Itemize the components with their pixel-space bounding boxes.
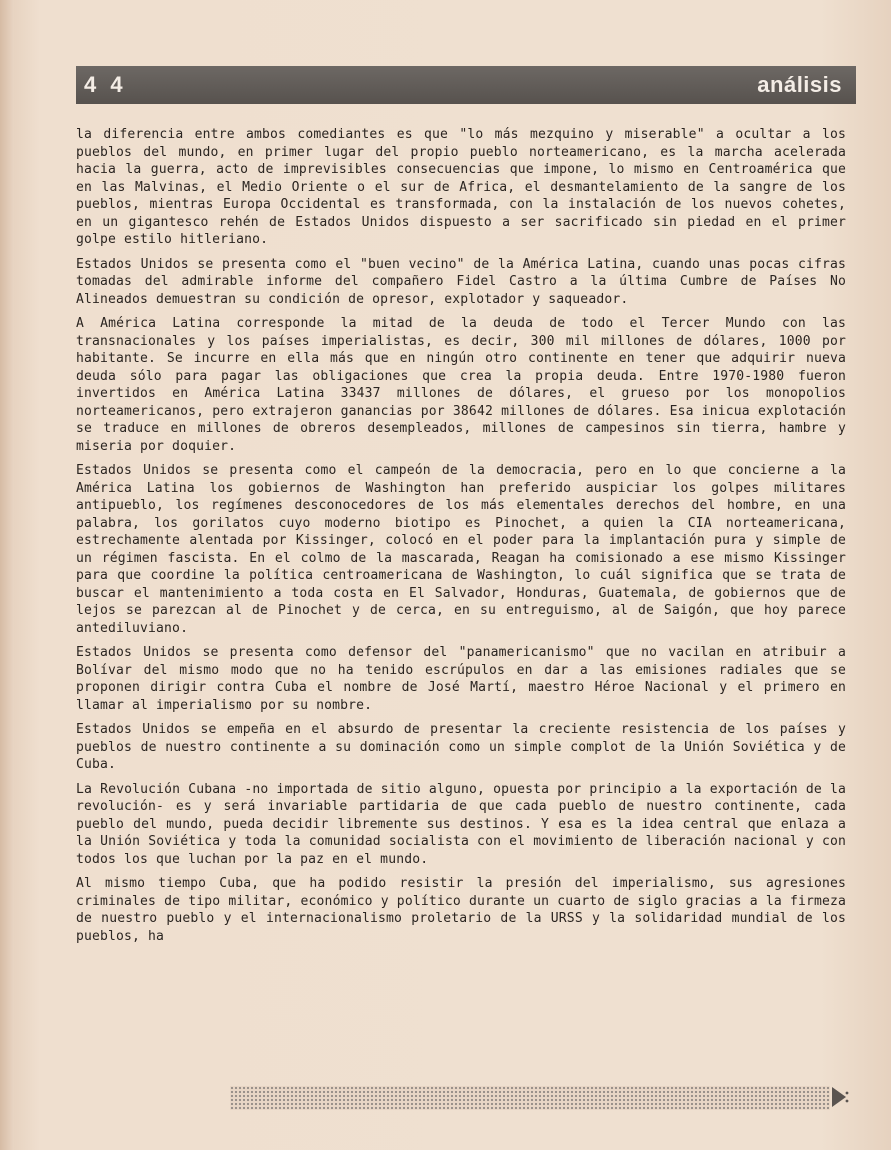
paragraph: la diferencia entre ambos comediantes es que "lo más mezquino y miserable" a ocultar a los pueblos del mundo, en primer lugar del propio pueblo norteamericano, es la marcha acelerada hacia la guerra, acto de imprevisibles consecuencias que impone, lo mismo en Centroamérica que en las Malvinas, el Medio Oriente o el sur de Africa, el desmantelamiento de la sangre de los pueblos, mientras Europa Occidental es transformada, con la instalación de los nuevos cohetes, en un gigantesco rehén de Estados Unidos dispuesto a ser sacrificado sin piedad en el primer golpe estilo hitleriano. [76, 127, 846, 247]
paragraph: Al mismo tiempo Cuba, que ha podido resistir la presión del imperialismo, sus agresiones criminales de tipo militar, económico y político durante un cuarto de siglo gracias a la firmeza de nuestro pueblo y el internacionalismo proletario de la URSS y la solidaridad mundial de los pueblos, ha [76, 876, 846, 944]
paragraph: Estados Unidos se presenta como defensor del "panamericanismo" que no vacilan en atribuir a Bolívar del mismo modo que no ha tenido escrúpulos en dar a las emisiones radiales que se proponen dirigir contra Cuba el nombre de José Martí, maestro Héroe Nacional y el primero en llamar al imperialismo por su nombre. [76, 645, 846, 713]
page-number: 4 4 [84, 72, 127, 97]
paragraph: Estados Unidos se presenta como el campeón de la democracia, pero en lo que concierne a la América Latina los gobiernos de Washington han preferido auspiciar los golpes militares antipueblo, los regímenes desconocedores de los más elementales derechos del hombre, en una palabra, los gorilatos cuyo moderno biotipo es Pinochet, a quien la CIA norteamericana, estrechamente alentada por Kissinger, colocó en el poder para la implantación pura y simple de un régimen fascista. En el colmo de la mascarada, Reagan ha comisionado a ese mismo Kissinger para que coordine la política centroamericana de Washington, lo cuál significa que se trata de buscar el mantenimiento a toda costa en El Salvador, Honduras, Guatemala, de gobiernos que de lejos se parezcan al de Pinochet y de cerca, en su entreguismo, al de Saigón, que hoy parece antediluviano. [76, 463, 846, 636]
page-header-bar [76, 66, 856, 104]
paragraph: La Revolución Cubana -no importada de sitio alguno, opuesta por principio a la exportación de la revolución- es y será invariable partidaria de que cada pueblo de nuestro continente, cada pueblo del mundo, pueda decidir libremente sus destinos. Y esa es la idea central que enlaza a la Unión Soviética y toda la comunidad socialista con el movimiento de liberación nacional y con todos los que luchan por la paz en el mundo. [76, 781, 846, 867]
paragraph: A América Latina corresponde la mitad de la deuda de todo el Tercer Mundo con las transnacionales y los países imperialistas, es decir, 300 mil millones de dólares, 1000 por habitante. Se incurre en ella más que en ningún otro continente en tener que adquirir nueva deuda sólo para pagar las obligaciones que crea la propia deuda. Entre 1970-1980 fueron invertidos en América Latina 33437 millones de dólares, el grueso por los monopolios norteamericanos, pero extrajeron ganancias por 38642 millones de dólares. Esa inicua explotación se traduce en millones de obreros desempleados, millones de campesinos sin tierra, hambre y miseria por doquier. [76, 316, 846, 454]
section-title: análisis [757, 72, 842, 97]
arrow-right-icon [828, 1084, 850, 1110]
paragraph: Estados Unidos se presenta como el "buen vecino" de la América Latina, cuando unas pocas cifras tomadas del admirable informe del compañero Fidel Castro a la última Cumbre de Países No Alineados demuestran su condición de opresor, explotador y saqueador. [76, 256, 846, 307]
paragraph: Estados Unidos se empeña en el absurdo de presentar la creciente resistencia de los países y pueblos de nuestro continente a su dominación como un simple complot de la Unión Soviética y de Cuba. [76, 722, 846, 772]
page-binding-edge [0, 0, 14, 1150]
article-body [76, 126, 846, 952]
footer-dotted-strip [230, 1086, 830, 1110]
